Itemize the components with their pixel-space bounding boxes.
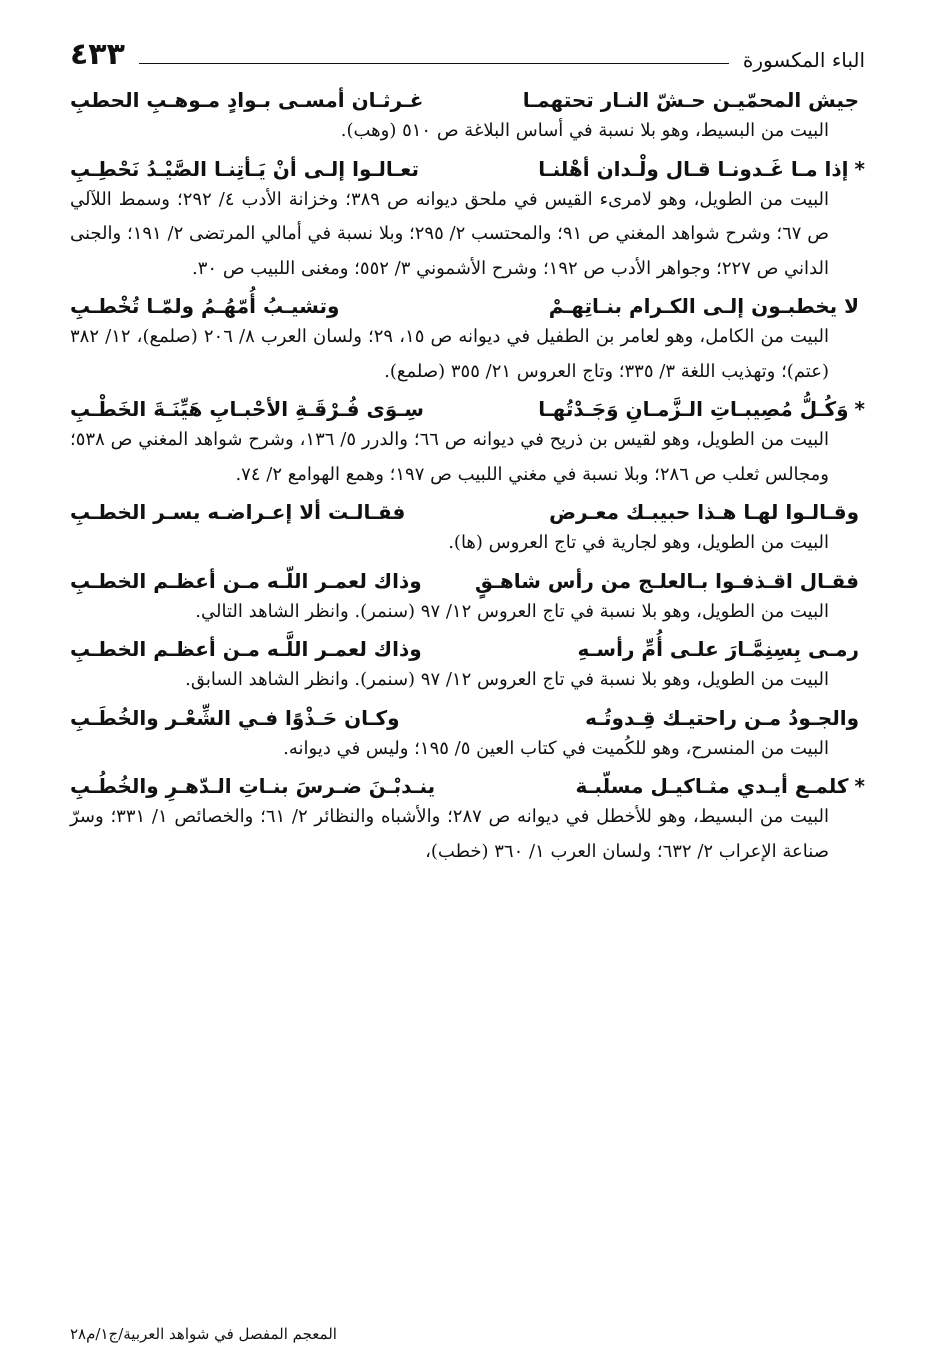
header-rule [139,63,729,64]
star-marker: * [854,156,865,181]
verse-note: البيت من الطويل، وهو بلا نسبة في تاج العروس ١٢/ ٩٧ (سنمر). وانظر الشاهد السابق. [185,669,829,690]
verse-note: البيت من الطويل، وهو لامرىء القيس في ملحق ديوانه ص ٣٨٩؛ وخزانة الأدب ٤/ ٢٩٢؛ وسمط اللآلي ص ٦٧؛ وشرح شواهد المغني ص ٩١؛ والمحتسب ٢/ ٢٩٥؛ وبلا نسبة في أمالي المرتضى ٢/ ١٩١؛ والجنى الداني ص ٢٢٧؛ وجواهر الأدب ص ١٩٢؛ وشرح الأشموني ٣/ ٥٥٢؛ ومغنى اللبيب ص ٣٠. [70,188,830,279]
first-hemistich-text: كلمـع أيـدي مثـاكيـل مسلّبـة [575,774,849,798]
entry [70,395,865,492]
entries [70,86,865,869]
first-hemistich-text: فقـال اقـذفـوا بـالعلـج من رأس شاهـقٍ [475,568,859,593]
entry [70,498,865,561]
first-hemistich-text: لا يخطبـون إلـى الكـرام بنـاتِهـمْ [548,294,859,318]
first-hemistich [575,772,865,800]
verse [70,292,865,320]
verse [70,155,865,183]
entry [70,704,865,767]
first-hemistich-text: وَكُـلُّ مُصِيبـاتِ الـزَّمـانِ وَجَـدْتُهـا [538,397,849,421]
running-title: الباء المكسورة [742,48,865,72]
verse-note: البيت من البسيط، وهو للأخطل في ديوانه ص ٢٨٧؛ والأشباه والنظائر ٢/ ٦١؛ والخصائص ١/ ٣٣١؛ وسرّ صناعة الإعراب ٢/ ٦٣٢؛ ولسان العرب ١/ ٣٦٠ (خطب)، [70,806,829,862]
entry [70,772,865,869]
verse [70,395,865,423]
verse-note: البيت من الطويل، وهو لجارية في تاج العروس (ها). [448,532,829,553]
first-hemistich-text: جيش المحمّيـن حـشّ النـار تحتهمـا [522,88,859,112]
verse [70,86,865,114]
second-hemistich: وتشيـبُ أُمّهُـمُ ولمّـا تُخْطـبِ [70,294,340,318]
second-hemistich: وكـان حَـذْوًا فـي الشِّعْـر والخُطَـبِ [70,705,400,730]
entry [70,155,865,287]
second-hemistich: فقـالـت ألا إعـراضـه يسـر الخطـبِ [70,500,406,524]
entry [70,635,865,698]
first-hemistich-text: رمـى بِسِنِمَّـارَ علـى أُمِّ رأسـهِ [577,637,859,661]
verse-note: البيت من الكامل، وهو لعامر بن الطفيل في ديوانه ص ١٥، ٢٩؛ ولسان العرب ٨/ ٢٠٦ (صلمع)، ١٢/ ٣٨٢ (عتم)؛ وتهذيب اللغة ٣/ ٣٣٥؛ وتاج العروس ٢١/ ٣٥٥ (صلمع). [70,326,830,382]
first-hemistich [538,395,865,423]
entry [70,86,865,149]
first-hemistich [523,86,865,114]
page-header [70,30,865,72]
second-hemistich: وذاك لعمـر اللَّـه مـن أعظـم الخطـبِ [70,637,422,661]
second-hemistich: غـرثـان أمسـى بـوادٍ مـوهـبِ الحطبِ [70,88,424,112]
first-hemistich-text: وقـالـوا لهـا هـذا حبيبـك معـرض [549,500,859,524]
verse [70,567,865,595]
second-hemistich: ينـدبْـنَ ضـرسَ بنـاتِ الـدّهـرِ والخُطُـبِ [70,774,436,798]
page [70,30,865,1347]
verse [70,704,865,732]
first-hemistich [549,498,865,526]
verse-note: البيت من المنسرح، وهو للكُميت في كتاب العين ٥/ ١٩٥؛ وليس في ديوانه. [283,737,829,759]
second-hemistich: تعـالـوا إلـى أنْ يَـأتِنـا الصَّيْـدُ نَحْطِـبِ [70,156,419,181]
first-hemistich-text: والجـودُ مـن راحتيـك قِـدوتُـه [585,705,859,730]
verse [70,498,865,526]
verse-note: البيت من البسيط، وهو بلا نسبة في أساس البلاغة ص ٥١٠ (وهب). [340,120,829,141]
first-hemistich [549,292,865,320]
star-marker: * [854,397,865,421]
entry [70,567,865,630]
verse-note: البيت من الطويل، وهو لقيس بن ذريح في ديوانه ص ٦٦؛ والدرر ٥/ ١٣٦، وشرح شواهد المغني ص ٥٣٨؛ ومجالس ثعلب ص ٢٨٦؛ وبلا نسبة في مغني اللبيب ص ١٩٧؛ وهمع الهوامع ٢/ ٧٤. [70,429,829,485]
first-hemistich [475,567,865,595]
verse-note: البيت من الطويل، وهو بلا نسبة في تاج العروس ١٢/ ٩٧ (سنمر). وانظر الشاهد التالي. [195,600,829,622]
page-number: ٤٣٣ [70,37,125,72]
first-hemistich-text: إذا مـا غَـدونـا قـال ولْـدان أهْلنـا [538,156,849,181]
first-hemistich [538,155,865,183]
second-hemistich: وذاك لعمـر اللّـه مـن أعظـم الخطـبِ [70,568,422,593]
entry [70,292,865,389]
verse [70,635,865,663]
page-footer: المعجم المفصل في شواهد العربية/ج١/م٢٨ [70,1325,337,1343]
second-hemistich: سِـوَى فُـرْقَـةِ الأحْبـابِ هَيِّنَـةَ الخَطْـبِ [70,397,424,421]
first-hemistich [585,704,865,732]
verse [70,772,865,800]
first-hemistich [577,635,865,663]
star-marker: * [854,774,865,798]
